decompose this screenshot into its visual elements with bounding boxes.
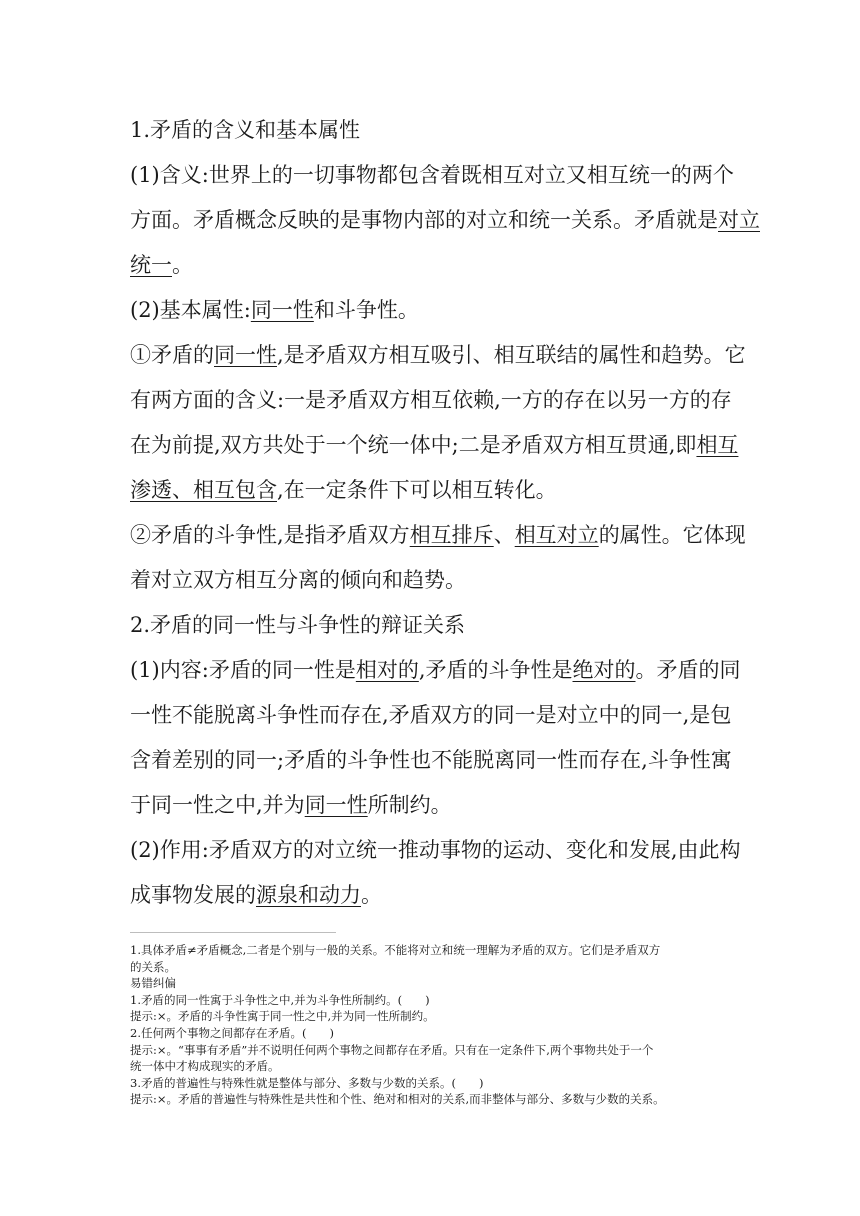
text-segment: 有两方面的含义:一是矛盾双方相互依赖,一方的存在以另一方的存 xyxy=(130,388,732,412)
footnote-line: 1.矛盾的同一性寓于斗争性之中,并为斗争性所制约。( ) xyxy=(130,992,430,1007)
text-line xyxy=(130,198,760,243)
text-segment: 、 xyxy=(493,523,515,547)
underlined-key-term: 同一性 xyxy=(304,793,368,817)
text-segment: 于同一性之中,并为 xyxy=(130,793,305,817)
text-segment: ,在一定条件下可以相互转化。 xyxy=(277,478,557,502)
text-segment: ,是矛盾双方相互吸引、相互联结的属性和趋势。它 xyxy=(277,343,746,367)
text-line xyxy=(130,648,740,693)
underlined-key-term: 同一性 xyxy=(214,343,277,367)
text-line xyxy=(130,468,740,513)
text-segment: 。 xyxy=(361,883,382,907)
text-segment: 在为前提,双方共处于一个统一体中;二是矛盾双方相互贯通,即 xyxy=(130,433,697,457)
text-segment: 成事物发展的 xyxy=(130,883,256,907)
underlined-key-term: 统一 xyxy=(130,253,172,277)
underlined-key-term: 相互对立 xyxy=(514,523,599,547)
text-segment: 2.矛盾的同一性与斗争性的辩证关系 xyxy=(130,613,466,637)
footnote-line: 提示:×。矛盾的普遍性与特殊性是共性和个性、绝对和相对的关系,而非整体与部分、多数与少数的关系。 xyxy=(130,1092,665,1107)
underlined-key-term: 相互 xyxy=(696,433,739,457)
text-segment: ①矛盾的 xyxy=(130,343,214,367)
underlined-key-term: 相对的 xyxy=(355,658,419,682)
footnote-line: 提示:×。“事事有矛盾”并不说明任何两个事物之间都存在矛盾。只有在一定条件下,两个事物共处于一个 xyxy=(130,1042,654,1057)
text-segment: 所制约。 xyxy=(367,793,452,817)
text-segment: 1.矛盾的含义和基本属性 xyxy=(130,118,361,142)
text-segment: ②矛盾的斗争性,是指矛盾双方 xyxy=(130,523,410,547)
footnote-area xyxy=(130,942,740,1108)
text-line xyxy=(130,783,740,828)
text-line xyxy=(130,513,746,558)
underlined-key-term: 对立 xyxy=(718,208,760,232)
text-segment: (2)基本属性: xyxy=(130,298,251,322)
text-segment: 和斗争性。 xyxy=(313,298,419,322)
footnote-line: 统一体中才构成现实的矛盾。 xyxy=(130,1059,280,1074)
text-line xyxy=(130,603,740,648)
text-line xyxy=(130,828,740,873)
footnote-line: 3.矛盾的普遍性与特殊性就是整体与部分、多数与少数的关系。( ) xyxy=(130,1075,484,1090)
text-line xyxy=(130,333,746,378)
text-line xyxy=(130,738,740,783)
text-segment: 着对立双方相互分离的倾向和趋势。 xyxy=(130,568,466,592)
underlined-key-term: 源泉和动力 xyxy=(256,883,361,907)
underlined-key-term: 渗透、相互包含 xyxy=(130,478,277,502)
footnote-line: 2.任何两个事物之间都存在矛盾。( ) xyxy=(130,1025,334,1040)
text-segment: ,矛盾的斗争性是 xyxy=(418,658,573,682)
text-segment: 方面。矛盾概念反映的是事物内部的对立和统一关系。矛盾就是 xyxy=(130,208,718,232)
footnote-line: 提示:×。矛盾的斗争性寓于同一性之中,并为同一性所制约。 xyxy=(130,1009,435,1024)
text-segment: 的属性。它体现 xyxy=(598,523,746,547)
text-segment: 。矛盾的同 xyxy=(635,658,741,682)
underlined-key-term: 相互排斥 xyxy=(409,523,494,547)
text-line xyxy=(130,288,740,333)
text-line xyxy=(130,873,740,918)
footnote-divider xyxy=(130,932,336,933)
underlined-key-term: 绝对的 xyxy=(572,658,636,682)
text-segment: (1)含义:世界上的一切事物都包含着既相互对立又相互统一的两个 xyxy=(130,163,734,187)
text-line xyxy=(130,558,740,603)
text-line xyxy=(130,378,740,423)
text-segment: 一性不能脱离斗争性而存在,矛盾双方的同一是对立中的同一,是包 xyxy=(130,703,732,727)
footnote-line: 1.具体矛盾≠矛盾概念,二者是个别与一般的关系。不能将对立和统一理解为矛盾的双方。它们是矛盾双方 xyxy=(130,943,661,957)
underlined-key-term: 同一性 xyxy=(250,298,314,322)
text-segment: (1)内容:矛盾的同一性是 xyxy=(130,658,356,682)
text-line xyxy=(130,423,740,468)
text-segment: 。 xyxy=(172,253,193,277)
main-text xyxy=(130,108,760,918)
footnote-line: 易错纠偏 xyxy=(130,976,176,991)
text-line xyxy=(130,243,740,288)
text-line xyxy=(130,153,740,198)
footnote-line: 的关系。 xyxy=(130,959,176,974)
text-line xyxy=(130,108,740,153)
text-segment: 含着差别的同一;矛盾的斗争性也不能脱离同一性而存在,斗争性寓 xyxy=(130,748,732,772)
text-segment: (2)作用:矛盾双方的对立统一推动事物的运动、变化和发展,由此构 xyxy=(130,838,741,862)
text-line xyxy=(130,693,740,738)
